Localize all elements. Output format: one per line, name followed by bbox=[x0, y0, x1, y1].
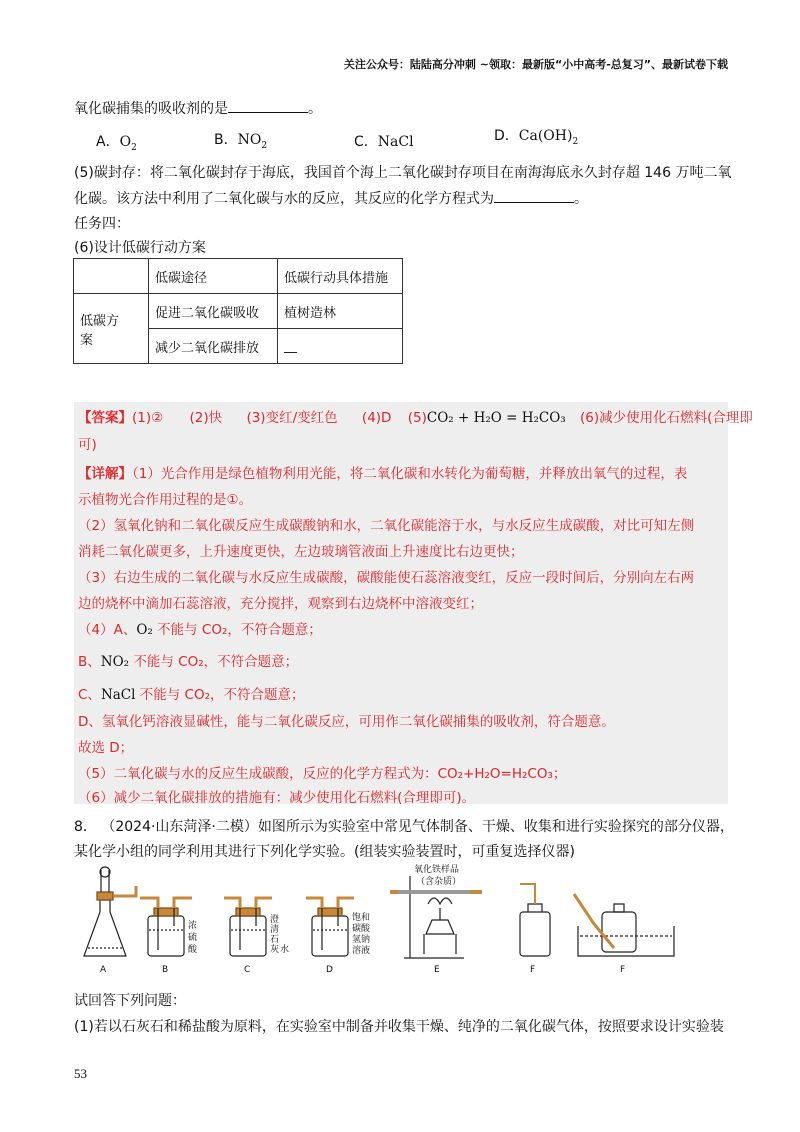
detail-p4e: 故选 D； bbox=[78, 740, 134, 756]
d-text-3: 氢钠 bbox=[352, 935, 371, 945]
table-header-measure: 低碳行动具体措施 bbox=[278, 259, 403, 294]
table-cell: __ bbox=[278, 329, 403, 364]
table-cell: 植树造林 bbox=[278, 294, 403, 329]
answer-line-cont: 可) bbox=[78, 437, 97, 453]
c-text-2: 清 bbox=[270, 925, 280, 935]
detail-p3b: 边的烧杯中滴加石蕊溶液，充分搅拌，观察到右边烧杯中溶液变红； bbox=[78, 596, 483, 612]
apparatus-d bbox=[306, 898, 354, 956]
task4-label: 任务四： bbox=[74, 216, 130, 232]
c-text-4: 灰 bbox=[270, 945, 280, 955]
answer-line: 【答案】(1)② (2)快 (3)变红/变红色 (4)D (5)CO₂ + H₂O = H₂CO₃ (6)减少使用化石燃料(合理即 bbox=[78, 410, 753, 426]
apparatus-f2 bbox=[574, 894, 674, 956]
q8-line2: 某化学小组的同学利用其进行下列化学实验。(组装实验装置时，可重复选择仪器) bbox=[74, 844, 575, 860]
apparatus-f1 bbox=[520, 884, 550, 956]
c-text-1: 澄 bbox=[270, 915, 280, 925]
apparatus-e bbox=[390, 876, 482, 958]
page-header: 关注公众号：陆陆高分冲刺 ~领取：最新版“小中高考-总复习”、最新试卷下载 bbox=[343, 58, 728, 71]
detail-p3a: （3）右边生成的二氧化碳与水反应生成碳酸，碳酸能使石蕊溶液变红，反应一段时间后，分别向左右两 bbox=[78, 570, 695, 586]
q5-line2: 化碳。该方法中利用了二氧化碳与水的反应，其反应的化学方程式为 。 bbox=[74, 191, 588, 207]
c-text-3: 石 bbox=[270, 935, 280, 945]
detail-p4a: （4）A、O₂ 不能与 CO₂，不符合题意； bbox=[78, 622, 322, 638]
b-text-3: 酸 bbox=[188, 945, 198, 955]
answer-blank bbox=[494, 190, 574, 203]
figure-label-a: A bbox=[100, 965, 107, 975]
figure-label-e: E bbox=[434, 965, 440, 975]
figure-label-f1: F bbox=[530, 965, 536, 975]
q8-line1: 8． （2024·山东菏泽·二模）如图所示为实验室中常见气体制备、干燥、收集和进行实验探究的部分仪器， bbox=[74, 819, 734, 835]
apparatus-a bbox=[84, 867, 136, 956]
q6-title: (6)设计低碳行动方案 bbox=[74, 240, 206, 256]
low-carbon-plan-table bbox=[73, 258, 403, 364]
detail-p4b: B、NO₂ 不能与 CO₂，不符合题意； bbox=[78, 654, 299, 670]
q5-line1: (5)碳封存：将二氧化碳封存于海底，我国首个海上二氧化碳封存项目在南海海底永久封存超 146 万吨二氧 bbox=[74, 165, 732, 181]
b-text-1: 浓 bbox=[188, 921, 198, 931]
apparatus-b bbox=[140, 898, 192, 956]
detail-p1a: 【详解】（1）光合作用是绿色植物利用光能，将二氧化碳和水转化为葡萄糖，并释放出氧气的过程，表 bbox=[78, 466, 688, 482]
e-title-2: （含杂质） bbox=[416, 877, 462, 887]
figure-label-b: B bbox=[162, 965, 169, 975]
figure-label-c: C bbox=[244, 965, 251, 975]
option-b: B．$NO_2$ bbox=[214, 132, 268, 151]
page-number: 53 bbox=[74, 1066, 87, 1081]
detail-p6: （6）减少二氧化碳排放的措施有：减少使用化石燃料(合理即可)。 bbox=[78, 790, 476, 806]
detail-p2b: 消耗二氧化碳更多，上升速度更快，左边玻璃管液面上升速度比右边更快； bbox=[78, 544, 524, 560]
detail-p4d: D、氢氧化钙溶液显碱性，能与二氧化碳反应，可用作二氧化碳捕集的吸收剂，符合题意。 bbox=[78, 714, 615, 730]
option-a: A．$O_2$ bbox=[96, 134, 137, 153]
apparatus-c bbox=[224, 898, 272, 956]
figure-label-d: D bbox=[326, 965, 333, 975]
table-cell-empty bbox=[74, 259, 149, 294]
detail-p1b: 示植物光合作用过程的是①。 bbox=[78, 492, 253, 508]
lab-apparatus-figure bbox=[74, 864, 734, 982]
d-text-2: 碳酸 bbox=[352, 924, 371, 934]
option-c: C．NaCl bbox=[354, 134, 414, 150]
detail-p2a: （2）氢氧化钠和二氧化碳反应生成碳酸钠和水，二氧化碳能溶于水，与水反应生成碳酸，对比可知左侧 bbox=[78, 518, 695, 534]
detail-p5: （5）二氧化碳与水的反应生成碳酸，反应的化学方程式为：CO₂+H₂O=H₂CO₃； bbox=[78, 766, 567, 782]
d-text-1: 饱和 bbox=[352, 913, 371, 923]
table-cell: 减少二氧化碳排放 bbox=[149, 329, 278, 364]
e-title-1: 氧化铁样品 bbox=[414, 865, 460, 875]
q8-part1: (1)若以石灰石和稀盐酸为原料，在实验室中制备并收集干燥、纯净的二氧化碳气体，按照要求设计实验装 bbox=[74, 1019, 724, 1035]
questions-intro: 试回答下列问题： bbox=[74, 993, 186, 1009]
table-row-label: 低碳方 案 bbox=[74, 294, 149, 364]
detail-p4c: C、NaCl 不能与 CO₂，不符合题意； bbox=[78, 687, 305, 703]
figure-label-f2: F bbox=[620, 965, 626, 975]
option-d: D．$Ca(OH)_2$ bbox=[494, 128, 579, 147]
answer-blank bbox=[228, 100, 308, 113]
d-text-4: 溶液 bbox=[352, 946, 371, 956]
c-text-5: 水 bbox=[280, 945, 290, 955]
q4-stem: 氧化碳捕集的吸收剂的是 。 bbox=[74, 101, 322, 117]
table-header-route: 低碳途径 bbox=[149, 259, 278, 294]
b-text-2: 硫 bbox=[188, 933, 198, 943]
table-cell: 促进二氧化碳吸收 bbox=[149, 294, 278, 329]
